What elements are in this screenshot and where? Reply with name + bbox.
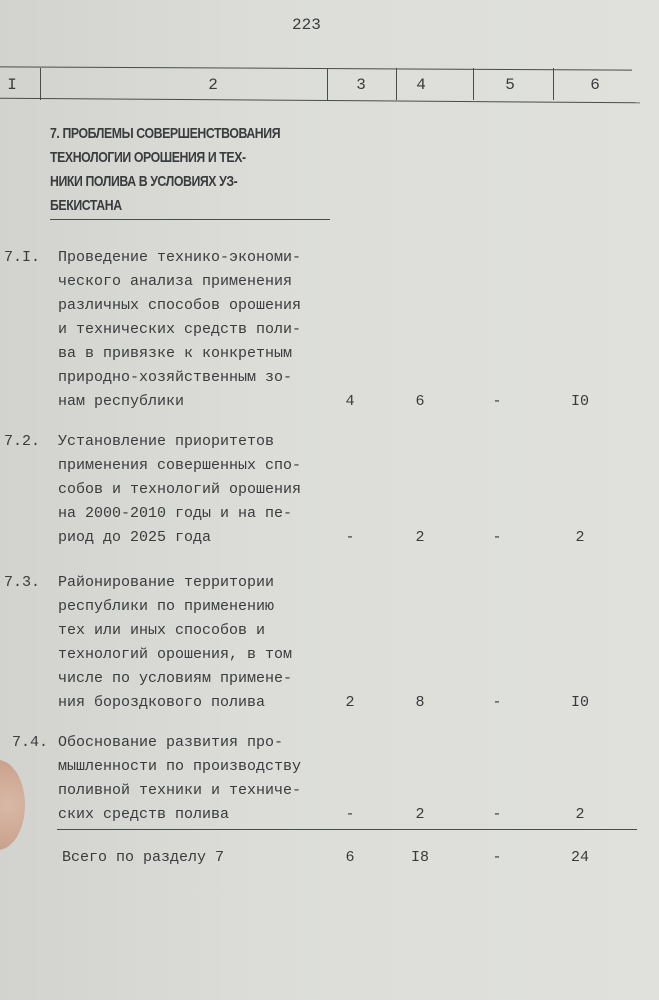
column-divider <box>473 68 474 100</box>
item-text: Обоснование развития про- мышленности по производству поливной техники и техниче- ских средств полива <box>58 734 302 823</box>
page-number: 223 <box>292 16 321 34</box>
item-number: 7.2. <box>4 433 41 450</box>
total-col-4: I8 <box>410 849 429 866</box>
cell-col-3: 4 <box>345 393 355 410</box>
total-col-6: 24 <box>570 849 589 866</box>
header-col-4: 4 <box>416 76 426 94</box>
cell-col-5: - <box>492 529 502 546</box>
item-text: Установление приоритетов применения совершенных спо- собов и технологий орошения на 2000-2010 годы и на пе- риод до 2025 года <box>58 433 302 546</box>
total-label: Всего по разделу 7 <box>62 849 225 866</box>
cell-col-3: 2 <box>345 694 355 711</box>
header-bottom-rule <box>0 98 640 103</box>
item-text: Районирование территории республики по применению тех или иных способов и технологий орошения, в том числе по условиям примене- ния бороздкового полива <box>58 574 293 711</box>
item-text: Проведение технико-экономи- ческого анализа применения различных способов орошения и технических средств поли- ва в привязке к конкретным природно-хозяйственным зо- нам республики <box>58 249 302 410</box>
header-col-1: I <box>7 76 17 94</box>
column-divider <box>327 68 328 100</box>
cell-col-5: - <box>492 694 502 711</box>
item-number: 7.I. <box>4 249 41 266</box>
header-top-rule <box>0 66 632 70</box>
item-number: 7.4. <box>12 734 49 751</box>
total-col-5: - <box>492 849 502 866</box>
column-divider <box>553 68 554 100</box>
header-col-3: 3 <box>356 76 366 94</box>
section-title: 7. ПРОБЛЕМЫ СОВЕРШЕНСТВОВАНИЯ ТЕХНОЛОГИИ ОРОШЕНИЯ И ТЕХ- НИКИ ПОЛИВА В УСЛОВИЯХ УЗ- БЕКИСТАНА <box>50 125 281 214</box>
cell-col-4: 8 <box>415 694 425 711</box>
cell-col-6: I0 <box>570 393 589 410</box>
total-col-3: 6 <box>345 849 355 866</box>
cell-col-4: 6 <box>415 393 425 410</box>
cell-col-6: 2 <box>575 806 585 823</box>
cell-col-6: 2 <box>575 529 585 546</box>
cell-col-3: - <box>345 806 355 823</box>
cell-col-6: I0 <box>570 694 589 711</box>
header-col-5: 5 <box>505 76 515 94</box>
item-number: 7.3. <box>4 574 41 591</box>
header-col-6: 6 <box>590 76 600 94</box>
title-rule <box>50 219 330 220</box>
cell-col-5: - <box>492 806 502 823</box>
cell-col-5: - <box>492 393 502 410</box>
header-col-2: 2 <box>208 76 218 94</box>
cell-col-4: 2 <box>415 529 425 546</box>
total-rule <box>57 829 637 830</box>
cell-col-3: - <box>345 529 355 546</box>
cell-col-4: 2 <box>415 806 425 823</box>
finger-photo-artifact <box>0 760 25 850</box>
